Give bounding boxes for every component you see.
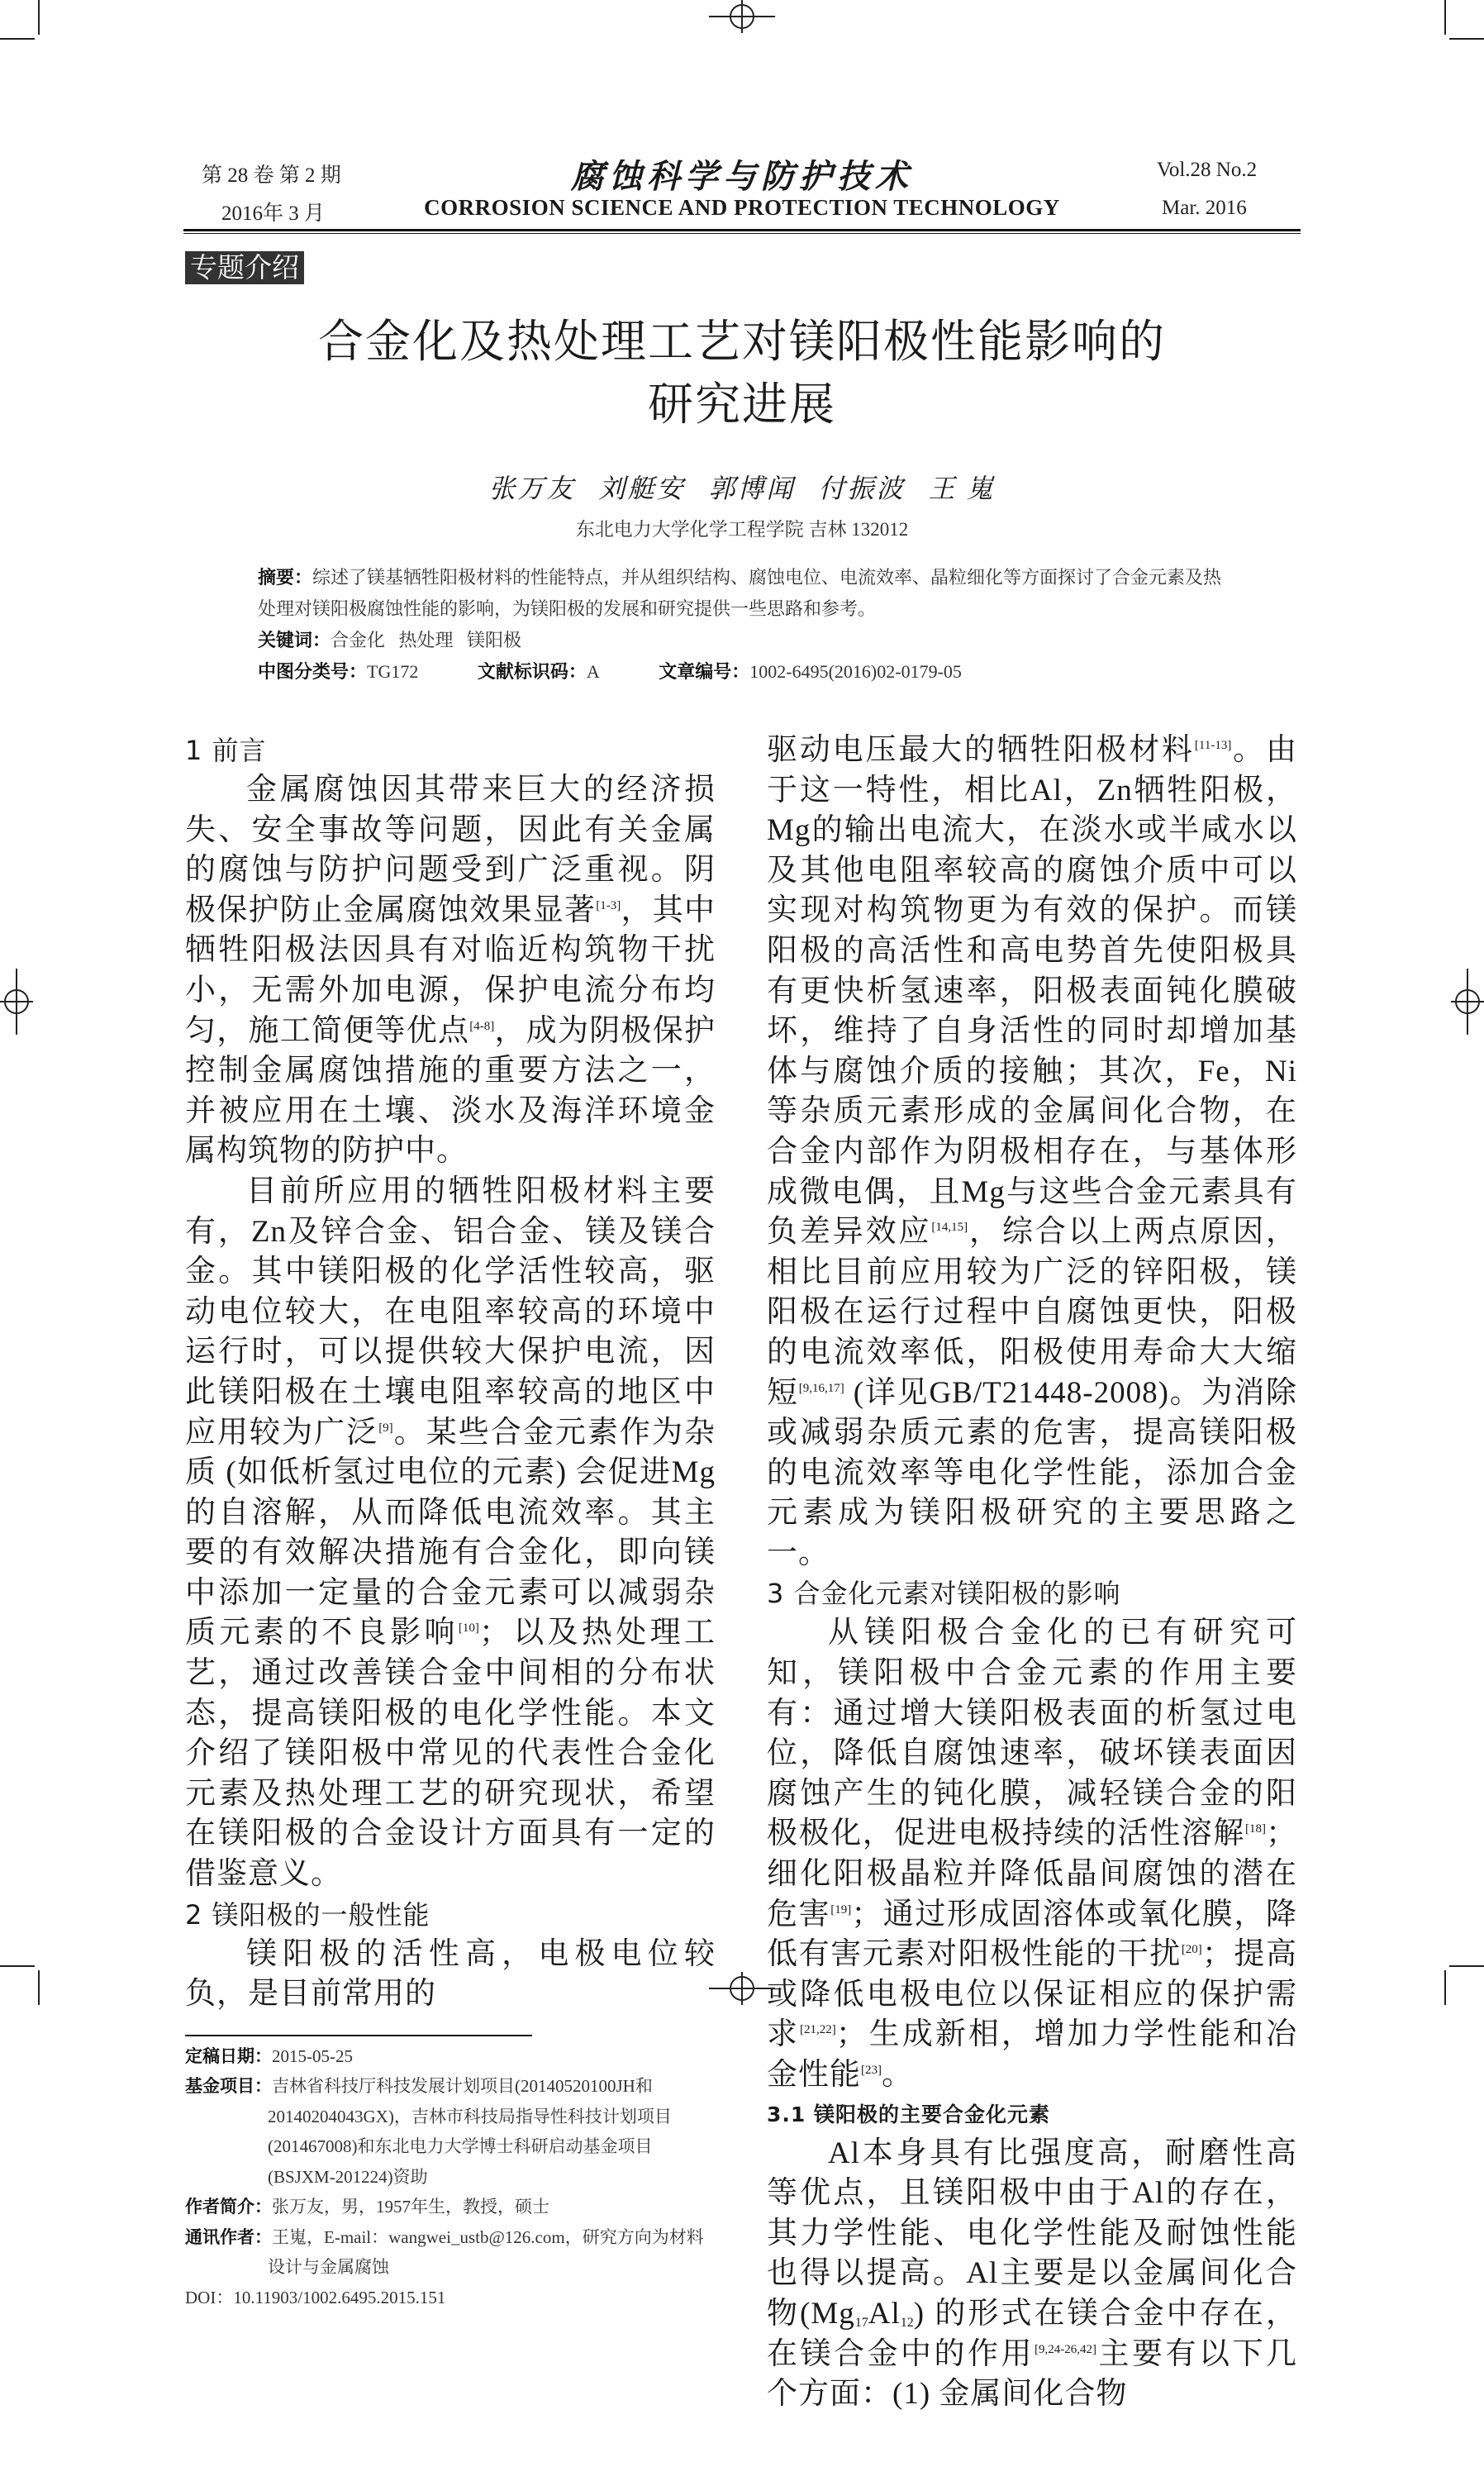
doc-code-value: A (586, 661, 600, 682)
keywords (258, 625, 1226, 656)
corr-value: 王嵬，E-mail：wangwei_ustb@126.com，研究方向为材料设计与金属腐蚀 (268, 2226, 704, 2278)
clc-label: 中图分类号： (258, 661, 368, 682)
citation-ref: [21,22] (800, 2023, 836, 2037)
fund-label: 基金项目： (185, 2076, 272, 2097)
abstract-text: 综述了镁基牺牲阳极材料的性能特点，并从组织结构、腐蚀电位、电流效率、晶粒细化等方面探讨了合金元素及热处理对镁阳极腐蚀性能的影响，为镁阳极的发展和研究提供一些思路和参考。 (258, 567, 1222, 619)
citation-ref: [18] (1245, 1822, 1266, 1836)
abstract (258, 562, 1226, 625)
section-heading: 3.1 镁阳极的主要合金化元素 (767, 2102, 1050, 2126)
corr-label: 通讯作者： (185, 2226, 272, 2247)
section-heading: 3 合金化元素对镁阳极的影响 (767, 1578, 1121, 1610)
doc-code-label: 文献标识码： (477, 661, 587, 682)
journal-title-cn: 腐蚀科学与防护技术 (571, 158, 913, 195)
author: 张万友 (488, 474, 576, 503)
right-column (767, 731, 1297, 2415)
doc-code (478, 661, 600, 682)
citation-ref: [14,15] (931, 1221, 968, 1235)
corresponding-author (185, 2222, 714, 2283)
bio-label: 作者简介： (185, 2197, 272, 2217)
subscript: 12 (900, 2315, 914, 2330)
author: 刘艇安 (598, 474, 686, 503)
issue-date-en: Mar. 2016 (1162, 197, 1247, 219)
volume-issue: 第 28 卷 第 2 期 (202, 164, 341, 187)
author: 付振波 (818, 474, 906, 503)
classification-row (258, 656, 1226, 688)
clc (258, 661, 418, 682)
front-matter (0, 0, 1484, 731)
footnote-rule (185, 2035, 532, 2036)
affiliation: 东北电力大学化学工程学院 吉林 132012 (575, 519, 909, 540)
citation-ref: [9,16,17] (798, 1381, 844, 1395)
bio-value: 张万友，男，1957年生，教授，硕士 (272, 2197, 549, 2217)
subscript: 17 (854, 2315, 868, 2330)
article-title-line2: 研究进展 (647, 378, 836, 431)
citation-ref: [9] (378, 1421, 393, 1435)
citation-ref: [11-13] (1194, 739, 1232, 752)
citation-ref: [23] (861, 2064, 882, 2077)
crop-mark (38, 1970, 40, 2005)
article-title-line1: 合金化及热处理工艺对镁阳极性能影响的 (317, 315, 1166, 368)
article-body (0, 731, 1484, 2481)
keywords-text: 合金化 热处理 镁阳极 (331, 630, 522, 650)
article-no (659, 661, 962, 682)
author-bio (185, 2192, 714, 2222)
author: 郭博闻 (708, 474, 796, 503)
crop-mark (1444, 1970, 1446, 2005)
registration-mark-icon (709, 1972, 775, 2005)
received-value: 2015-05-25 (272, 2045, 353, 2066)
body-paragraph: 目前所应用的牺牲阳极材料主要有，Zn及锌合金、铝合金、镁及镁合金。其中镁阳极的化学活性较高，驱动电位较大，在电阻率较高的环境中运行时，可以提供较大保护电流，因此镁阳极在土壤电阻率较高的地区中应用较为广泛[9]。某些合金元素作为杂质 (如低析氢过电位的元素) 会促进Mg的自溶解，从而降低电流效率。其主要的有效解决措施有合金化，即向镁中添加一定量的合金元素可以减弱杂质元素的不良影响[10]；以及热处理工艺，通过改善镁合金中间相的分布状态，提高镁阳极的电化学性能。本文介绍了镁阳极中常见的代表性合金化元素及热处理工艺的研究现状，希望在镁阳极的合金设计方面具有一定的借鉴意义。 (185, 1174, 716, 1892)
clc-value: TG172 (367, 661, 419, 682)
header-rule (183, 229, 1301, 231)
left-column (185, 731, 716, 2015)
citation-ref: [1-3] (596, 898, 621, 912)
citation-ref: [19] (830, 1902, 852, 1917)
crop-mark (1449, 1965, 1484, 1967)
fund-value: 吉林省科技厅科技发展计划项目(20140520100JH和20140204043GX)，吉林市科技局指导性科技计划项目 (201467008)和东北电力大学博士科研启动基金项目(BSJXM-201224)资助 (268, 2076, 672, 2187)
body-paragraph: Al本身具有比强度高，耐磨性高等优点，且镁阳极中由于Al的存在，其力学性能、电化学性能及耐蚀性能也得以提高。Al主要是以金属间化合物$(Mg_{17}Al_{12})$ 的形式在镁合金中存在，在镁合金中的作用[9,24-26,42]主要有以下几个方面：(1) 金属间化合物 (767, 2136, 1297, 2412)
registration-mark-icon (0, 969, 33, 1035)
citation-ref: [20] (1181, 1943, 1202, 1957)
header-rule (183, 233, 1301, 234)
crop-mark (0, 1965, 35, 1967)
body-paragraph: 金属腐蚀因其带来巨大的经济损失、安全事故等问题，因此有关金属的腐蚀与防护问题受到广泛重视。阴极保护防止金属腐蚀效果显著[1-3]，其中牺牲阳极法因具有对临近构筑物干扰小，无需外加电源，保护电流分布均匀，施工简便等优点[4-8]，成为阴极保护控制金属腐蚀措施的重要方法之一，并被应用在土壤、淡水及海洋环境金属构筑物的防护中。 (185, 773, 716, 1169)
received-label: 定稿日期： (185, 2045, 272, 2066)
citation-ref: [10] (458, 1621, 479, 1636)
issue-date-cn: 2016年 3 月 (221, 202, 326, 225)
section-badge: 专题介绍 (185, 251, 304, 284)
registration-mark-icon (1451, 969, 1484, 1035)
received-date (185, 2041, 714, 2072)
journal-title-en: CORROSION SCIENCE AND PROTECTION TECHNOLOGY (424, 195, 1060, 220)
article-no-label: 文章编号： (659, 661, 750, 682)
abstract-label: 摘要： (258, 567, 313, 588)
body-paragraph: 从镁阳极合金化的已有研究可知，镁阳极中合金元素的作用主要有：通过增大镁阳极表面的析氢过电位，降低自腐蚀速率，破坏镁表面因腐蚀产生的钝化膜，减轻镁合金的阳极极化，促进电极持续的活性溶解[18]；细化阳极晶粒并降低晶间腐蚀的潜在危害[19]；通过形成固溶体或氧化膜，降低有害元素对阳极性能的干扰[20]；提高或降低电极电位以保证相应的保护需求[21,22]；生成新相，增加力学性能和冶金性能[23]。 (767, 1616, 1298, 2092)
article-no-value: 1002-6495(2016)02-0179-05 (749, 661, 962, 682)
body-paragraph: 驱动电压最大的牺牲阳极材料[11-13]。由于这一特性，相比Al，Zn牺牲阳极，Mg的输出电流大，在淡水或半咸水以及其他电阻率较高的腐蚀介质中可以实现对构筑物更为有效的保护。而镁阳极的高活性和高电势首先使阳极具有更快析氢速率，阳极表面钝化膜破坏，维持了自身活性的同时却增加基体与腐蚀介质的接触；其次，Fe，Ni等杂质元素形成的金属间化合物，在合金内部作为阴极相存在，与基体形成微电偶，且Mg与这些合金元素具有负差异效应[14,15]，综合以上两点原因，相比目前应用较为广泛的锌阳极，镁阳极在运行过程中自腐蚀更快，阳极的电流效率低，阳极使用寿命大大缩短[9,16,17] (详见GB/T21448-2008)。为消除或减弱杂质元素的危害，提高镁阳极的电流效率等电化学性能，添加合金元素成为镁阳极研究的主要思路之一。 (767, 733, 1298, 1570)
section-heading: 1 前言 (185, 735, 267, 766)
author-list (0, 468, 1484, 506)
author: 王 嵬 (928, 474, 996, 503)
volume-issue-en: Vol.28 No.2 (1157, 159, 1258, 181)
abstract-block (258, 562, 1226, 688)
footnotes (185, 2041, 714, 2313)
section-heading: 2 镁阳极的一般性能 (185, 1898, 430, 1931)
citation-ref: [9,24-26,42] (1035, 2342, 1096, 2356)
left-column-wrap (185, 731, 716, 2312)
keywords-label: 关键词： (258, 630, 331, 650)
body-paragraph: 镁阳极的活性高，电极电位较负，是目前常用的 (185, 1936, 716, 2012)
fund (185, 2071, 714, 2192)
doi: DOI：10.11903/1002.6495.2015.151 (185, 2287, 446, 2307)
citation-ref: [4-8] (469, 1019, 495, 1033)
